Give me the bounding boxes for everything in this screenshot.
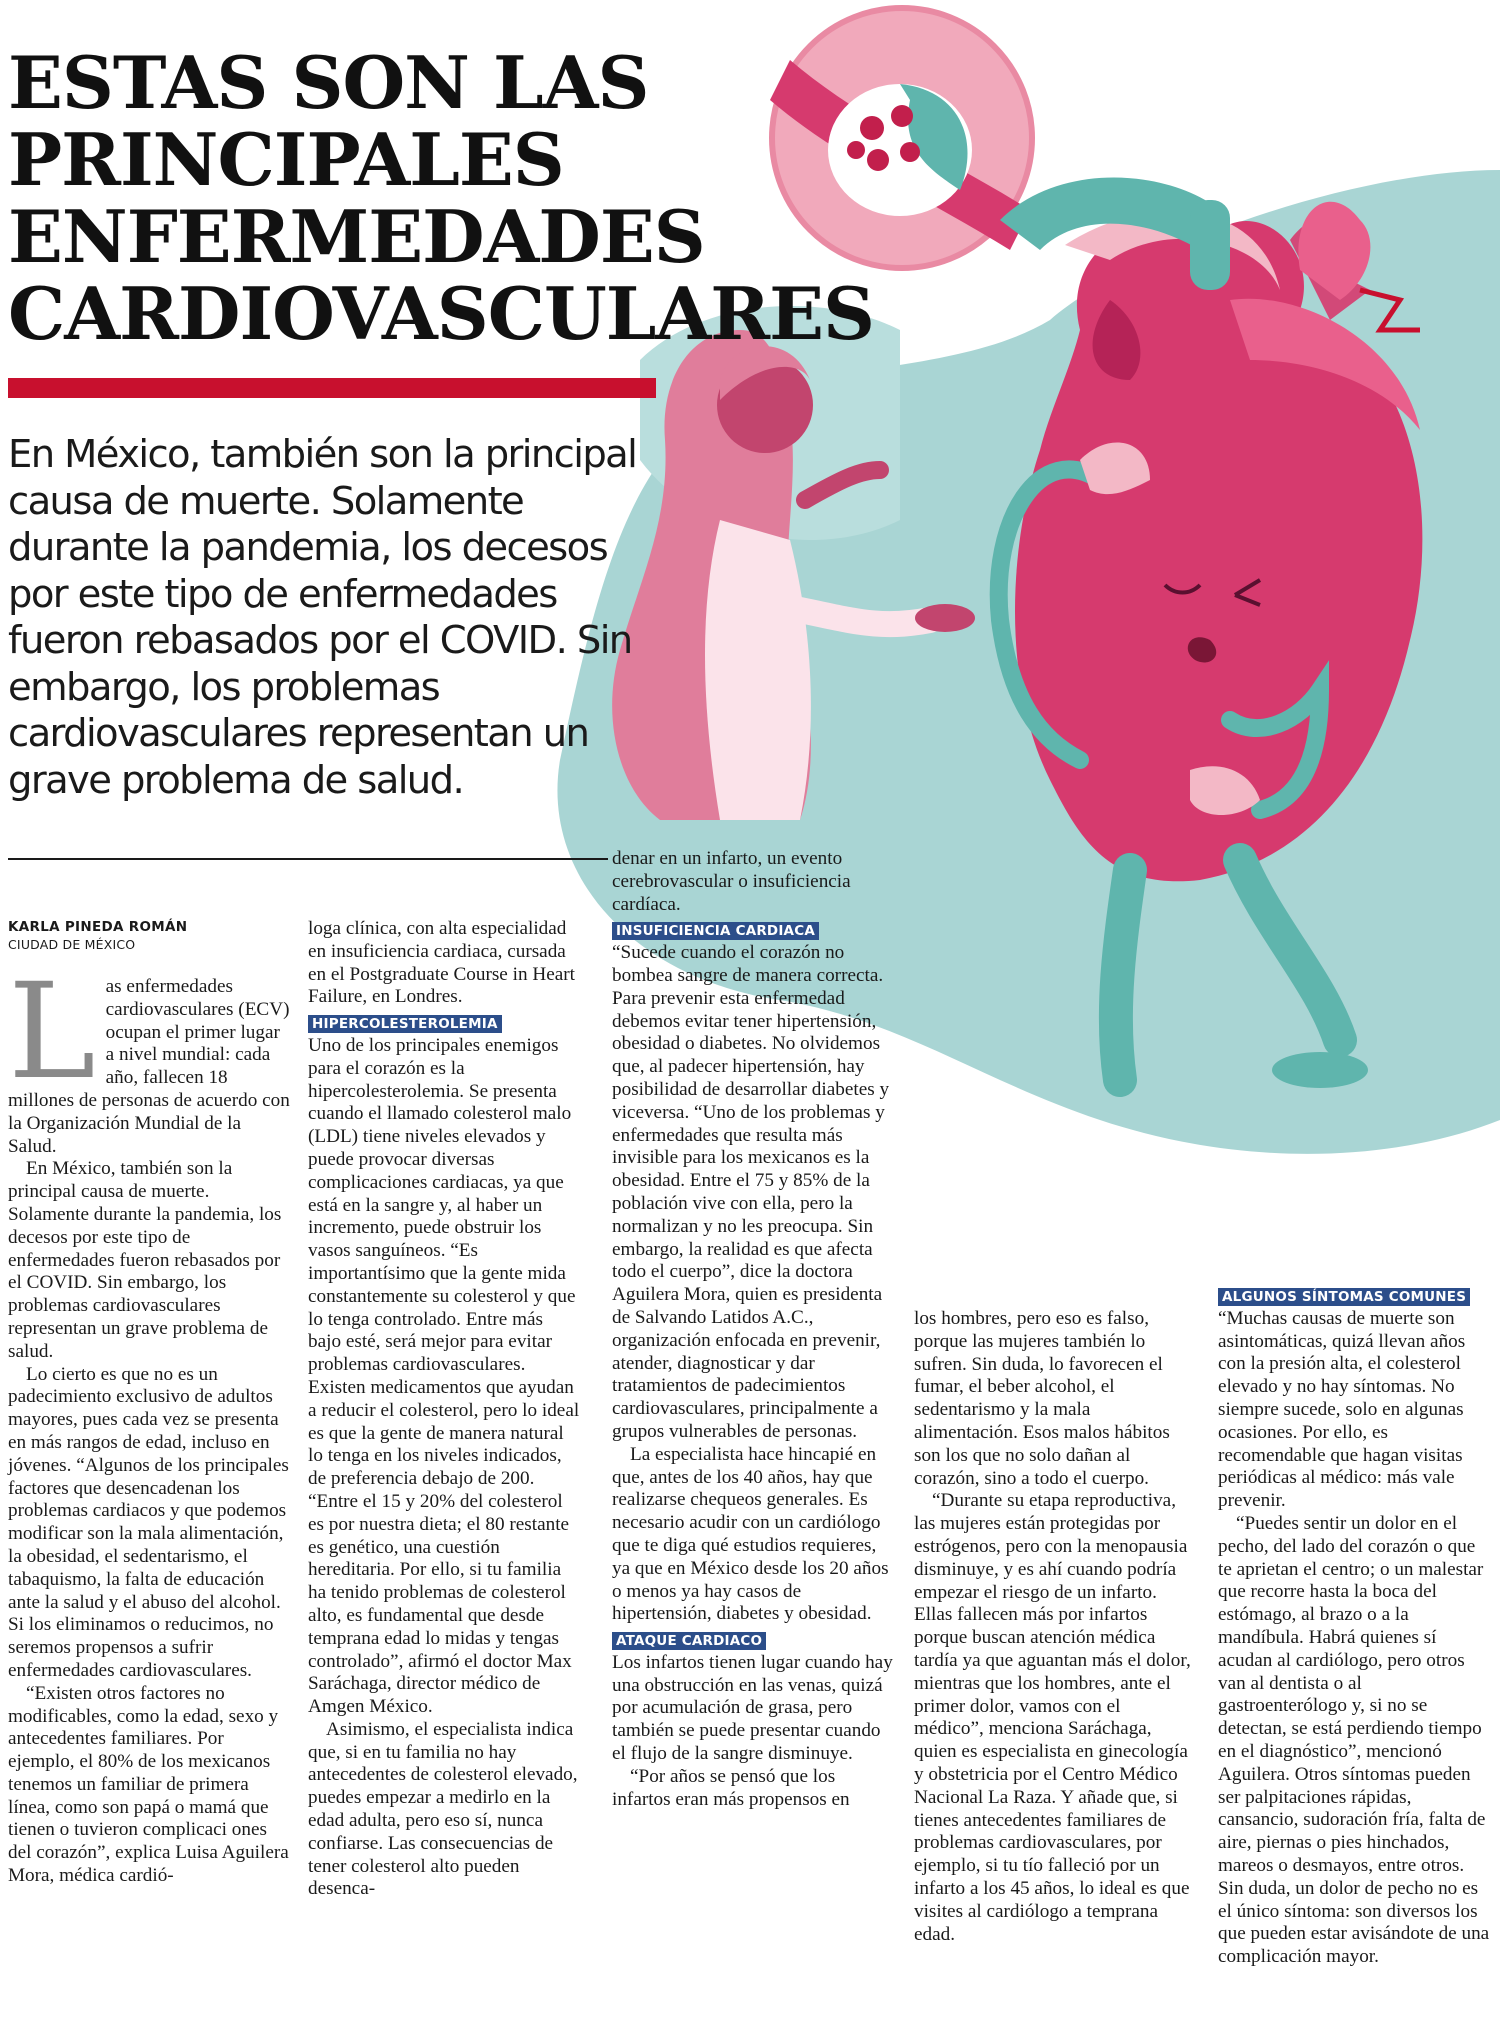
subhead-ataque-cardiaco: ATAQUE CARDIACO <box>612 1632 766 1650</box>
col1-paragraph-2: En México, también son la principal causa de muerte. Solamente durante la pandemia, los decesos por este tipo de enfermedades fueron rebasados por el COVID. Sin embargo, los problemas cardiovasculares representan un grave problema de salud. <box>8 1158 282 1362</box>
col1-paragraph-1: as enfermedades cardiovasculares (ECV) ocupan el primer lugar a nivel mundial: cada año, fallecen 18 millones de personas de acuerdo con la Organización Mundial de la Salud. <box>8 976 290 1157</box>
col2-paragraph-3: Asimismo, el especialista indica que, si en tu familia no hay antecedentes de colesterol elevado, puedes empezar a medirlo en la edad adulta, pero eso sí, nunca confiarse. Las consecuencias de tener colesterol alto pueden desenca- <box>308 1718 578 1900</box>
headline-line-3: ENFERMEDADES <box>8 194 705 279</box>
headline-line-2: PRINCIPALES <box>8 117 564 202</box>
subhead-sintomas-comunes: ALGUNOS SÍNTOMAS COMUNES <box>1218 1288 1470 1306</box>
col2-paragraph-2: Uno de los principales enemigos para el corazón es la hipercolesterolemia. Se presenta cuando el llamado colesterol malo (LDL) tiene niveles elevados y puede provocar diversas complicaciones cardiacas, ya que está en la sangre y, al haber un incremento, puede obstruir los vasos sanguíneos. “Es importantísimo que la gente mida constantemente su colesterol y que lo tenga controlado. Entre más bajo esté, será mejor para evitar problemas cardiovasculares. Existen medicamentos que ayudan a reducir el colesterol, pero lo ideal es que la gente de manera natural lo tenga en los niveles indicados, de preferencia debajo de 200. “Entre el 15 y 20% del colesterol es por nuestra dieta; el 80 restante es genético, una cuestión hereditaria. Por ello, si tu familia ha tenido problemas de colesterol alto, es fundamental que desde temprana edad lo midas y tengas controlado”, afirmó el doctor Max Saráchaga, director médico de Amgen México. <box>308 1034 580 1718</box>
subhead-insuficiencia-cardiaca: INSUFICIENCIA CARDIACA <box>612 922 819 940</box>
headline-red-rule <box>8 378 656 398</box>
byline-place: CIUDAD DE MÉXICO <box>8 937 136 952</box>
col4-paragraph-2: “Durante su etapa reproductiva, las mujeres están protegidas por estrógenos, pero con la menopausia disminuye, y es ahí cuando podría empezar el riesgo de un infarto. Ellas fallecen más por infartos porque buscan atención médica tardía ya que aguantan más el dolor, mientras que los hombres, ante el primer dolor, vamos con el médico”, menciona Saráchaga, quien es especialista en ginecología y obstetricia por el Centro Médico Nacional La Raza. Y añade que, si tienes antecedentes familiares de problemas cardiovasculares, por ejemplo, si tu tío falleció por un infarto a los 45 años, lo ideal es que visites al cardiólogo a temprana edad. <box>914 1490 1191 1945</box>
headline-line-1: ESTAS SON LAS <box>8 40 649 125</box>
col5-paragraph-1: “Muchas causas de muerte son asintomáticas, quizá llevan años con la presión alta, el colesterol elevado y no hay síntomas. No siempre sucede, solo en algunas ocasiones. Por ello, es recomendable que hagan visitas periódicas al médico: más vale prevenir. <box>1218 1307 1466 1512</box>
col3-paragraph-3: La especialista hace hincapié en que, antes de los 40 años, hay que realizarse chequeos generales. Es necesario acudir con un cardiólogo que te diga qué estudios requieres, ya que en México desde los 20 años o menos ya hay casos de hipertensión, diabetes y obesidad. <box>612 1443 889 1625</box>
col2-paragraph-1: loga clínica, con alta especialidad en insuficiencia cardiaca, cursada en el Postgraduate Course in Heart Failure, en Londres. <box>308 918 575 1008</box>
col4-paragraph-1: los hombres, pero eso es falso, porque las mujeres también lo sufren. Sin duda, lo favorecen el fumar, el beber alcohol, el sedentarismo y la mala alimentación. Esos malos hábitos son los que no solo dañan al corazón, sino a todo el cuerpo. <box>914 1308 1170 1489</box>
col3-paragraph-5: “Por años se pensó que los infartos eran más propensos en <box>612 1765 850 1810</box>
headline-line-4: CARDIOVASCULARES <box>8 271 874 356</box>
deck-rule <box>8 858 608 860</box>
deck-summary: En México, también son la principal causa de muerte. Solamente durante la pandemia, los decesos por este tipo de enfermedades fueron rebasados por el COVID. Sin embargo, los problemas cardiovasculares representan un grave problema de salud. <box>8 432 637 803</box>
col1-paragraph-3: Lo cierto es que no es un padecimiento exclusivo de adultos mayores, pues cada vez se presenta en más rangos de edad, incluso en jóvenes. “Algunos de los principales factores que desencadenan los problemas cardiacos y que podemos modificar son la mala alimentación, la obesidad, el sedentarismo, el tabaquismo, la falta de educación ante la salud y el abuso del alcohol. Si los eliminamos o reducimos, no seremos propensos a sufrir enfermedades cardiovasculares. <box>8 1363 289 1681</box>
headline <box>8 40 874 356</box>
column-3 <box>612 848 894 1811</box>
drop-cap: L <box>8 955 96 1109</box>
column-4 <box>914 1308 1194 1946</box>
byline-author: KARLA PINEDA ROMÁN <box>8 919 188 935</box>
column-5 <box>1218 1282 1490 1969</box>
column-2 <box>308 918 580 1901</box>
column-1 <box>8 918 293 1888</box>
col1-paragraph-4: “Existen otros factores no modificables, como la edad, sexo y antecedentes familiares. Por ejemplo, el 80% de los mexicanos tenemos un familiar de primera línea, como son papá o mamá que tienen o tuvieron complicaci ones del corazón”, explica Luisa Aguilera Mora, médica cardió- <box>8 1682 289 1887</box>
col5-paragraph-2: “Puedes sentir un dolor en el pecho, del lado del corazón o que te aprietan el centro; o un malestar que recorre hasta la boca del estómago, al brazo o a la mandíbula. Habrá quienes sí acudan al cardiólogo, pero otros van al dentista o al gastroenterólogo y, si no se detectan, se está perdiendo tiempo en el diagnóstico”, mencionó Aguilera. Otros síntomas pueden ser palpitaciones rápidas, cansancio, sudoración fría, falta de aire, piernas o pies hinchados, mareos o desmayos, entre otros. Sin duda, un dolor de pecho no es el único síntoma: son diversos los que pueden estar avisándote de una complicación mayor. <box>1218 1512 1490 1968</box>
subhead-hipercolesterolemia: HIPERCOLESTEROLEMIA <box>308 1015 502 1033</box>
col3-paragraph-2: “Sucede cuando el corazón no bombea sangre de manera correcta. Para prevenir esta enfermedad debemos evitar tener hipertensión, obesidad o diabetes. No olvidemos que, al padecer hipertensión, hay posibilidad de desarrollar diabetes y viceversa. “Uno de los problemas y enfermedades que resulta más invisible para los mexicanos es la obesidad. Entre el 75 y 85% de la población vive con ella, pero la normalizan y no les preocupa. Sin embargo, la realidad es que afecta todo el cuerpo”, dice la doctora Aguilera Mora, quien es presidenta de Salvando Latidos A.C., organización enfocada en prevenir, atender, diagnosticar y dar tratamientos de padecimientos cardiovasculares, principalmente a grupos vulnerables de personas. <box>612 942 890 1442</box>
col3-paragraph-4: Los infartos tienen lugar cuando hay una obstrucción en las venas, quizá por acumulación de grasa, pero también se puede presentar cuando el flujo de la sangre disminuye. <box>612 1651 893 1765</box>
col3-paragraph-1: denar en un infarto, un evento cerebrovascular o insuficiencia cardíaca. <box>612 848 851 915</box>
